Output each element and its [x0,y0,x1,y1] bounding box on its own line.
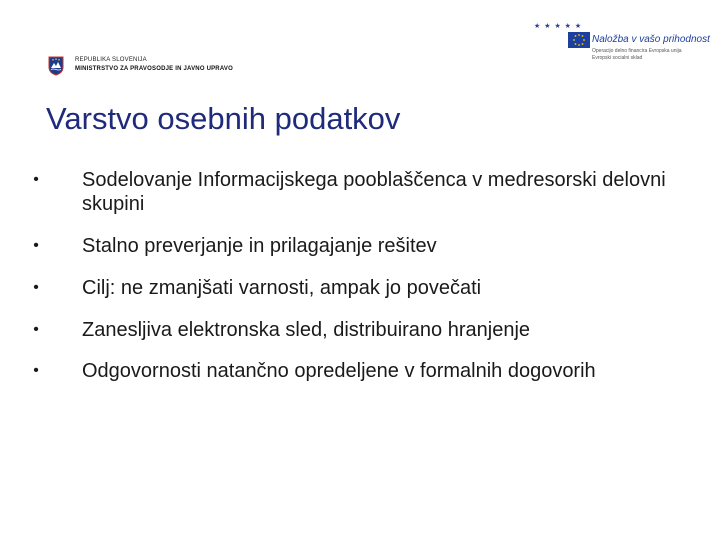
bullet-item [30,359,690,383]
stars-trail-icon: ★ ★ ★ ★ ★ [534,23,583,30]
slide-title: Varstvo osebnih podatkov [46,101,401,136]
slovenia-coat-of-arms-icon [48,56,64,76]
bullet-text: Cilj: ne zmanjšati varnosti, ampak jo povečati [82,277,482,299]
bullet-icon: • [33,171,39,188]
bullet-icon: • [33,279,39,296]
eu-logo [534,20,710,66]
bullet-icon: • [33,362,39,379]
gov-logo-line1: REPUBLIKA SLOVENIJA [75,57,147,63]
bullet-list [30,168,690,383]
bullet-item [30,168,690,216]
eu-flag-icon [568,32,590,48]
bullet-item [30,234,690,258]
bullet-text: Stalno preverjanje in prilagajanje rešitev [82,235,437,257]
bullet-item [30,276,690,300]
bullet-text: Zanesljiva elektronska sled, distribuirano hranjenje [82,319,531,341]
bullet-icon: • [33,321,39,338]
bullet-text: Sodelovanje Informacijskega pooblaščenca v medresorski delovni skupini [82,169,666,215]
eu-logo-title: Naložba v vašo prihodnost [592,34,710,45]
gov-logo-line2: MINISTRSTVO ZA PRAVOSODJE IN JAVNO UPRAVO [75,66,233,72]
bullet-item [30,318,690,342]
eu-logo-subtitle-2: Evropski socialni sklad [592,55,643,61]
bullet-text: Odgovornosti natančno opredeljene v formalnih dogovorih [82,360,596,382]
government-logo [48,54,268,78]
bullet-icon: • [33,237,39,254]
eu-logo-subtitle-1: Operacijo delno financira Evropska unija [592,48,682,54]
